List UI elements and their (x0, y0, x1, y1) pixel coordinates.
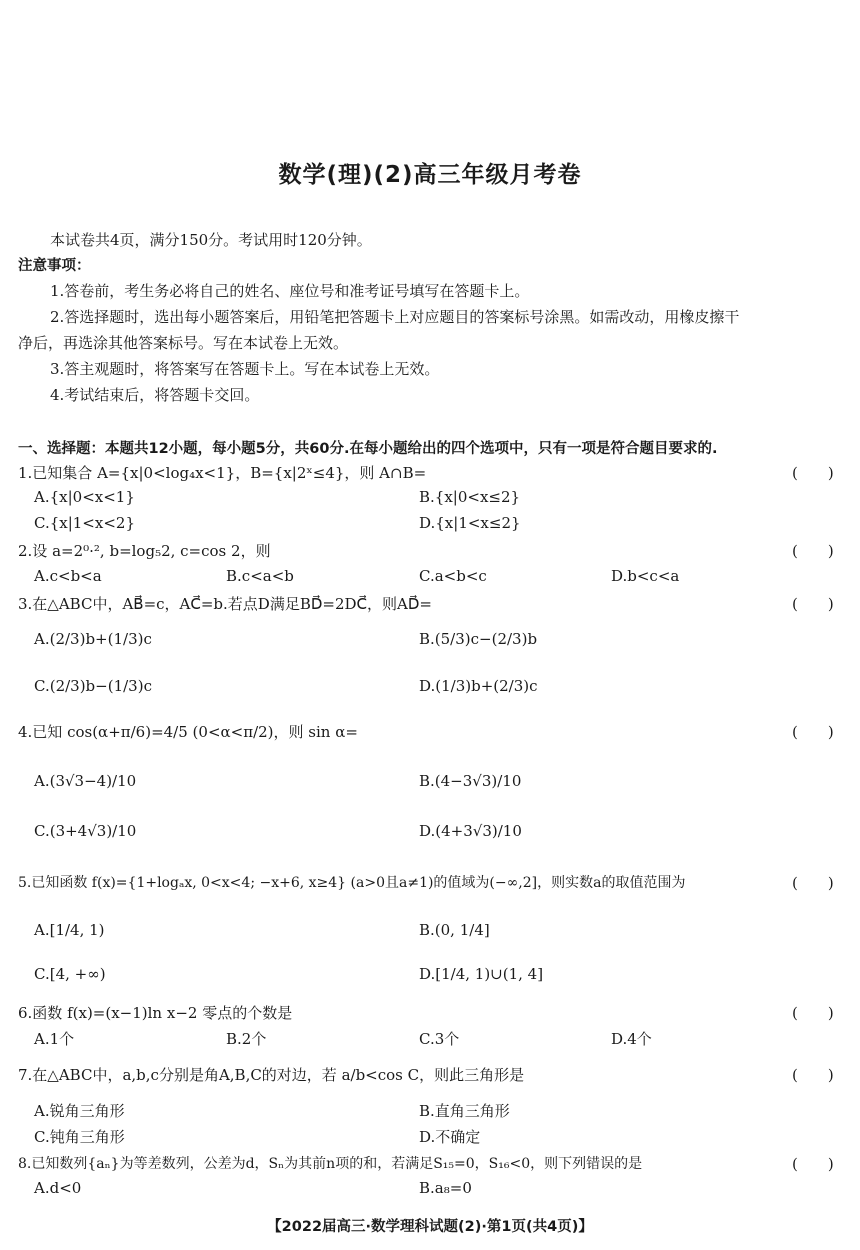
question-1-option-b: B.{x|0<x≤2} (419, 488, 521, 506)
question-8-stem: 8.已知数列{aₙ}为等差数列，公差为d，Sₙ为其前n项的和，若满足S₁₅=0，S₁₆<0，则下列错误的是 (18, 1156, 643, 1172)
question-4-option-a: A.(3√3−4)/10 (34, 772, 137, 790)
answer-bracket: ( ) (792, 542, 834, 560)
question-7-stem: 7.在△ABC中，a,b,c分别是角A,B,C的对边，若 a/b<cos C，则此三角形是 (18, 1066, 525, 1084)
question-5-option-a: A.[1/4, 1) (34, 921, 105, 939)
question-1-stem: 1.已知集合 A={x|0<log₄x<1}，B={x|2ˣ≤4}，则 A∩B= (18, 464, 427, 482)
notice-item: 4.考试结束后，将答题卡交回。 (50, 386, 260, 404)
question-6-option-c: C.3个 (419, 1030, 460, 1048)
question-6-stem: 6.函数 f(x)=(x−1)ln x−2 零点的个数是 (18, 1004, 293, 1022)
question-5-option-c: C.[4, +∞) (34, 965, 106, 983)
answer-bracket: ( ) (792, 1004, 834, 1022)
section-heading: 一、选择题：本题共12小题，每小题5分，共60分.在每小题给出的四个选项中，只有一项是符合题目要求的. (18, 441, 718, 457)
question-5-stem: 5.已知函数 f(x)={1+logₐx, 0<x<4; −x+6, x≥4} (a>0且a≠1)的值域为(−∞,2]，则实数a的取值范围为 (18, 875, 686, 891)
question-2-option-a: A.c<b<a (34, 567, 102, 585)
notice-item: 净后，再选涂其他答案标号。写在本试卷上无效。 (18, 334, 349, 352)
question-4-stem: 4.已知 cos(α+π/6)=4/5 (0<α<π/2)，则 sin α= (18, 723, 358, 741)
notice-item: 2.答选择题时，选出每小题答案后，用铅笔把答题卡上对应题目的答案标号涂黑。如需改动，用橡皮擦干 (50, 308, 740, 326)
question-3-stem: 3.在△ABC中，AB⃗=c，AC⃗=b.若点D满足BD⃗=2DC⃗，则AD⃗= (18, 595, 432, 613)
question-7-option-d: D.不确定 (419, 1128, 481, 1146)
question-7-option-b: B.直角三角形 (419, 1102, 510, 1120)
answer-bracket: ( ) (792, 874, 834, 892)
question-2-option-b: B.c<a<b (226, 567, 294, 585)
question-5-option-b: B.(0, 1/4] (419, 921, 490, 939)
notice-heading: 注意事项： (18, 258, 91, 274)
question-8-option-b: B.a₈=0 (419, 1179, 472, 1197)
question-2-option-d: D.b<c<a (611, 567, 680, 585)
page-footer: 【2022届高三·数学理科试题(2)·第1页(共4页)】 (267, 1219, 593, 1235)
question-3-option-c: C.(2/3)b−(1/3)c (34, 677, 152, 695)
question-1-option-d: D.{x|1<x≤2} (419, 514, 521, 532)
answer-bracket: ( ) (792, 1066, 834, 1084)
question-1-option-a: A.{x|0<x<1} (34, 488, 135, 506)
question-3-option-d: D.(1/3)b+(2/3)c (419, 677, 538, 695)
question-4-option-b: B.(4−3√3)/10 (419, 772, 522, 790)
question-2-stem: 2.设 a=2⁰·², b=log₅2, c=cos 2，则 (18, 542, 271, 560)
question-2-option-c: C.a<b<c (419, 567, 487, 585)
notice-item: 1.答卷前，考生务必将自己的姓名、座位号和准考证号填写在答题卡上。 (50, 282, 530, 300)
question-3-option-a: A.(2/3)b+(1/3)c (34, 630, 152, 648)
exam-intro: 本试卷共4页，满分150分。考试用时120分钟。 (50, 231, 372, 249)
answer-bracket: ( ) (792, 595, 834, 613)
question-6-option-a: A.1个 (34, 1030, 75, 1048)
answer-bracket: ( ) (792, 1155, 834, 1173)
notice-item: 3.答主观题时，将答案写在答题卡上。写在本试卷上无效。 (50, 360, 440, 378)
question-8-option-a: A.d<0 (34, 1179, 82, 1197)
answer-bracket: ( ) (792, 723, 834, 741)
question-6-option-d: D.4个 (611, 1030, 652, 1048)
question-3-option-b: B.(5/3)c−(2/3)b (419, 630, 538, 648)
answer-bracket: ( ) (792, 464, 834, 482)
question-1-option-c: C.{x|1<x<2} (34, 514, 135, 532)
question-4-option-d: D.(4+3√3)/10 (419, 822, 522, 840)
question-7-option-a: A.锐角三角形 (34, 1102, 125, 1120)
question-7-option-c: C.钝角三角形 (34, 1128, 125, 1146)
question-5-option-d: D.[1/4, 1)∪(1, 4] (419, 965, 544, 983)
question-4-option-c: C.(3+4√3)/10 (34, 822, 137, 840)
question-6-option-b: B.2个 (226, 1030, 267, 1048)
page-title: 数学(理)(2)高三年级月考卷 (278, 162, 582, 188)
